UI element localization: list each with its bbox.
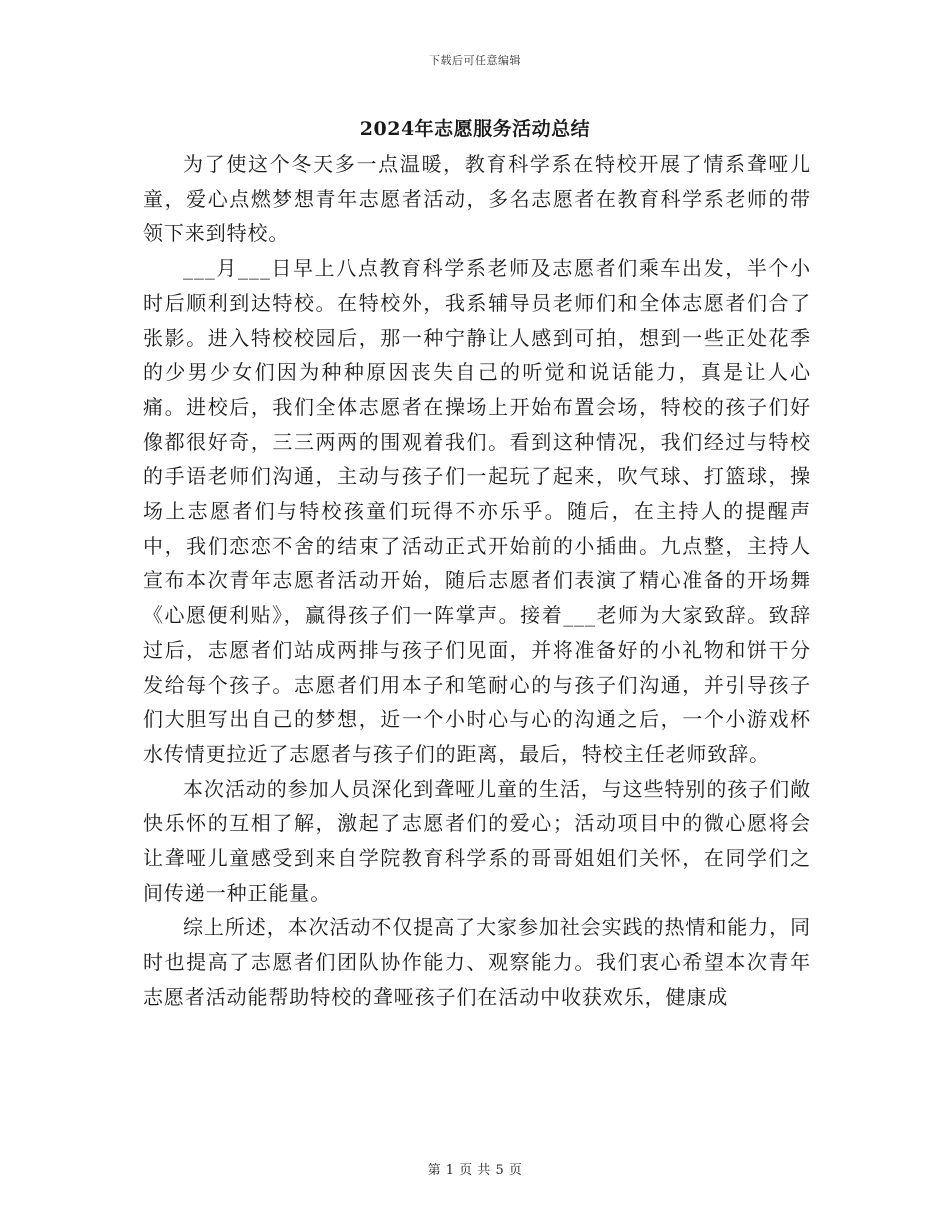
page-header: 下载后可任意编辑: [429, 54, 521, 67]
paragraph-intro: 为了使这个冬天多一点温暖，教育科学系在特校开展了情系聋哑儿童，爱心点燃梦想青年志愿者活动，多名志愿者在教育科学系老师的带领下来到特校。: [143, 152, 811, 246]
document-title: 2024年志愿服务活动总结: [359, 118, 591, 140]
page-number: 第 1 页 共 5 页: [427, 1163, 523, 1178]
paragraph-conclusion: 综上所述，本次活动不仅提高了大家参加社会实践的热情和能力，同时也提高了志愿者们团队协作能力、观察能力。我们衷心希望本次青年志愿者活动能帮助特校的聋哑孩子们在活动中收获欢乐，健康成: [143, 915, 811, 1009]
paragraph-impact: 本次活动的参加人员深化到聋哑儿童的生活，与这些特别的孩子们敞快乐怀的互相了解，激起了志愿者们的爱心；活动项目中的微心愿将会让聋哑儿童感受到来自学院教育科学系的哥哥姐姐们关怀，在同学们之间传递一种正能量。: [143, 776, 811, 905]
paragraph-activity: ___月___日早上八点教育科学系老师及志愿者们乘车出发，半个小时后顺利到达特校。在特校外，我系辅导员老师们和全体志愿者们合了张影。进入特校校园后，那一种宁静让人感到可拍，想到一些正处花季的少男少女们因为种种原因丧失自己的听觉和说话能力，真是让人心痛。进校后，我们全体志愿者在操场上开始布置会场，特校的孩子们好像都很好奇，三三两两的围观着我们。看到这种情况，我们经过与特校的手语老师们沟通，主动与孩子们一起玩了起来，吹气球、打篮球，操场上志愿者们与特校孩童们玩得不亦乐乎。随后，在主持人的提醒声中，我们恋恋不舍的结束了活动正式开始前的小插曲。九点整，主持人宣布本次青年志愿者活动开始，随后志愿者们表演了精心准备的开场舞《心愿便利贴》，赢得孩子们一阵掌声。接着___老师为大家致辞。致辞过后，志愿者们站成两排与孩子们见面，并将准备好的小礼物和饼干分发给每个孩子。志愿者们用本子和笔耐心的与孩子们沟通，并引导孩子们大胆写出自己的梦想，近一个小时心与心的沟通之后，一个小游戏杯水传情更拉近了志愿者与孩子们的距离，最后，特校主任老师致辞。: [143, 256, 811, 766]
document-body: [143, 147, 811, 1015]
